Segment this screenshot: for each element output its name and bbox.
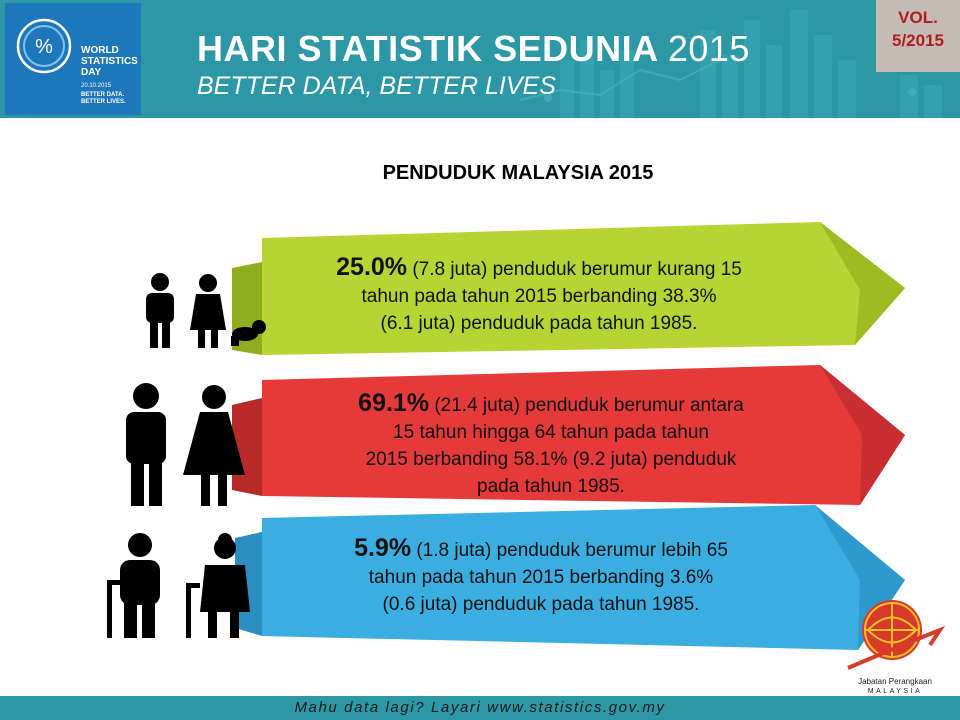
stat-adults: 69.1% (21.4 juta) penduduk berumur antara 15 tahun hingga 64 tahun pada tahun 2015 berbanding 58.1% (9.2 juta) penduduk pada tahun 1985. <box>358 389 744 497</box>
stat-elderly-percent: 5.9% <box>354 534 412 562</box>
svg-text:%: % <box>35 36 53 58</box>
page-title: HARI STATISTIK SEDUNIA 2015 <box>197 28 750 69</box>
section-title: PENDUDUK MALAYSIA 2015 <box>382 162 654 184</box>
stat-adults-percent: 69.1% <box>358 389 430 417</box>
adults-icon <box>126 383 245 506</box>
page-subtitle: BETTER DATA, BETTER LIVES <box>197 72 556 100</box>
stat-elderly: 5.9% (1.8 juta) penduduk berumur lebih 65 tahun pada tahun 2015 berbanding 3.6% (0.6 juta) penduduk pada tahun 1985. <box>354 534 728 615</box>
logo-date: 20.10.2015 <box>81 83 112 89</box>
elderly-icon <box>107 533 250 638</box>
logo-tagline: BETTER DATA. BETTER LIVES. <box>81 92 126 105</box>
stat-children-percent: 25.0% <box>336 253 408 281</box>
stat-children: 25.0% (7.8 juta) penduduk berumur kurang 15 tahun pada tahun 2015 berbanding 38.3% (6.1 juta) penduduk pada tahun 1985. <box>336 253 742 334</box>
volume-badge: VOL. 5/2015 <box>876 0 960 72</box>
dosm-logo-label: Jabatan Perangkaan MALAYSIA <box>858 677 932 695</box>
footer-link-text: Mahu data lagi? Layari www.statistics.gov.my <box>0 696 960 720</box>
logo-name: WORLD STATISTICS DAY <box>81 45 138 78</box>
